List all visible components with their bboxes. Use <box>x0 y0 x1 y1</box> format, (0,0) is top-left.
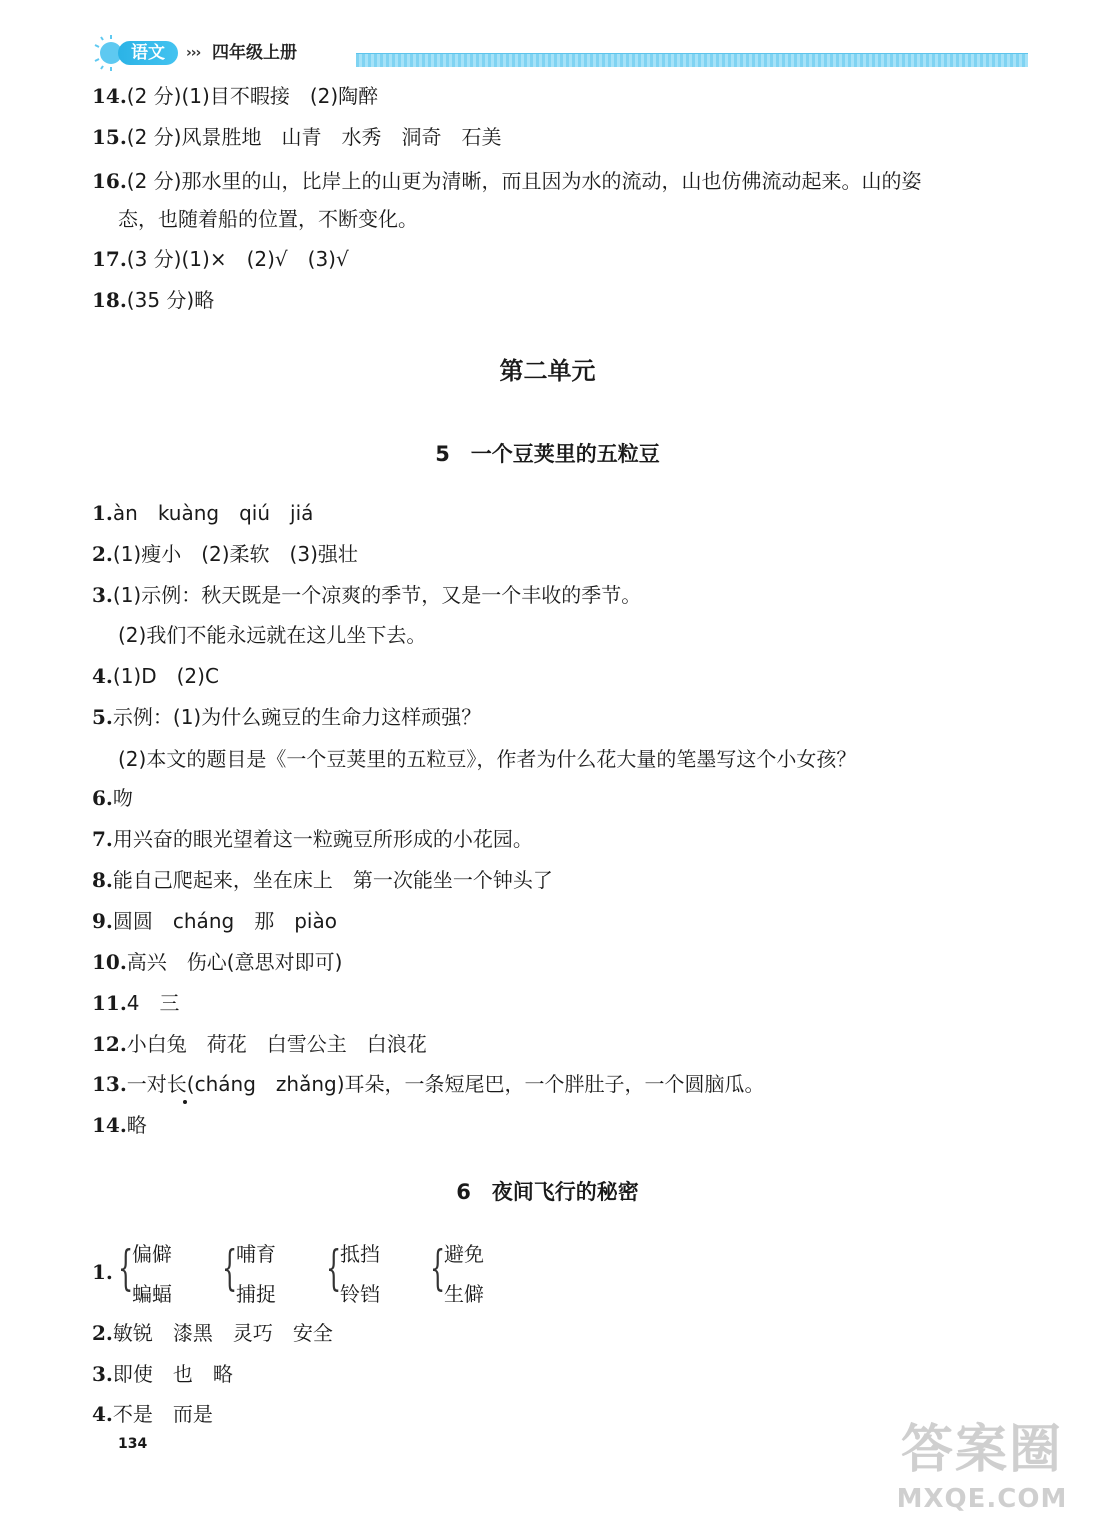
answer-number: 10. <box>92 950 127 974</box>
answer-text: (2 分)风景胜地 山青 水秀 洞奇 石美 <box>126 125 502 149</box>
answer-line <box>92 287 214 313</box>
answer-number: 4. <box>92 1402 113 1426</box>
word-top: 哺育 <box>236 1242 276 1266</box>
answer-line <box>92 826 533 852</box>
word-pair-group <box>118 1238 208 1314</box>
answer-text: 小白兔 荷花 白雪公主 白浪花 <box>126 1032 427 1056</box>
emphasis-dot <box>183 1100 187 1104</box>
answer-text: 高兴 伤心(意思对即可) <box>126 950 343 974</box>
answer-line <box>92 1112 147 1138</box>
word-bottom: 铃铛 <box>340 1282 380 1306</box>
answer-line <box>92 990 180 1016</box>
answer-line <box>92 168 921 194</box>
answer-text: 吻 <box>112 786 133 810</box>
answer-line <box>92 1320 333 1346</box>
watermark-logo: 答案圈 <box>900 1420 1063 1480</box>
answer-number: 15. <box>92 125 127 149</box>
answer-number: 2. <box>92 542 113 566</box>
answer-line <box>92 124 501 150</box>
lesson-title: 5 一个豆荚里的五粒豆 <box>435 442 660 466</box>
answer-number: 2. <box>92 1321 113 1345</box>
answer-number: 12. <box>92 1032 127 1056</box>
answer-line <box>92 1401 213 1427</box>
subject-label: 语文 <box>118 41 178 65</box>
answer-text: (3 分)(1)× (2)√ (3)√ <box>126 247 349 271</box>
answer-line <box>92 83 378 109</box>
answer-number: 11. <box>92 991 127 1015</box>
answer-number: 6. <box>92 786 113 810</box>
answer-text: 敏锐 漆黑 灵巧 安全 <box>112 1321 333 1345</box>
word-top: 偏僻 <box>132 1242 172 1266</box>
answer-line <box>92 867 553 893</box>
answer-text: 不是 而是 <box>112 1402 213 1426</box>
answer-number: 3. <box>92 583 113 607</box>
answer-number: 1. <box>92 1260 113 1284</box>
word-pair-group <box>222 1238 312 1314</box>
answer-number: 16. <box>92 169 127 193</box>
answer-line <box>92 704 481 730</box>
answer-line <box>92 1259 113 1285</box>
page-header <box>92 34 1028 72</box>
answer-line <box>92 1071 765 1097</box>
answer-line <box>92 582 641 608</box>
word-top: 避免 <box>444 1242 484 1266</box>
answer-text: (35 分)略 <box>126 288 215 312</box>
answer-line <box>92 1361 233 1387</box>
word-bottom: 捕捉 <box>236 1282 276 1306</box>
answer-number: 8. <box>92 868 113 892</box>
brace-icon: { <box>430 1240 446 1296</box>
answer-text: 略 <box>126 1113 147 1137</box>
answer-number: 17. <box>92 247 127 271</box>
answer-number: 18. <box>92 288 127 312</box>
answer-line <box>92 246 349 272</box>
answer-number: 5. <box>92 705 113 729</box>
header-decoration-bar <box>356 53 1028 67</box>
answer-number: 7. <box>92 827 113 851</box>
page-number: 134 <box>118 1436 148 1452</box>
answer-number: 14. <box>92 1113 127 1137</box>
answer-text: 圆圆 cháng 那 piào <box>112 909 337 933</box>
answer-number: 9. <box>92 909 113 933</box>
brace-icon: { <box>222 1240 238 1296</box>
answer-continuation: 态，也随着船的位置，不断变化。 <box>118 207 418 231</box>
answer-text: 一对长(cháng zhǎng)耳朵，一条短尾巴，一个胖肚子，一个圆脑瓜。 <box>126 1072 765 1096</box>
answer-text: (2 分)那水里的山，比岸上的山更为清晰，而且因为水的流动，山也仿佛流动起来。山的姿 <box>126 169 922 193</box>
answer-text: 示例：(1)为什么豌豆的生命力这样顽强？ <box>112 705 482 729</box>
watermark-url: MXQE.COM <box>896 1484 1068 1514</box>
word-bottom: 蝙蝠 <box>132 1282 172 1306</box>
answer-number: 4. <box>92 664 113 688</box>
answer-line <box>92 541 358 567</box>
answer-text: 即使 也 略 <box>112 1362 233 1386</box>
watermark <box>891 1418 1073 1528</box>
brace-icon: { <box>326 1240 342 1296</box>
answer-text: 用兴奋的眼光望着这一粒豌豆所形成的小花园。 <box>112 827 533 851</box>
answer-number: 1. <box>92 501 113 525</box>
answer-text: (2 分)(1)目不暇接 (2)陶醉 <box>126 84 379 108</box>
brace-icon: { <box>118 1240 134 1296</box>
word-pair-group <box>326 1238 416 1314</box>
answer-line <box>92 500 313 526</box>
answer-text: (1)瘦小 (2)柔软 (3)强壮 <box>112 542 358 566</box>
unit-title: 第二单元 <box>499 357 596 385</box>
answer-line <box>92 663 219 689</box>
answer-number: 13. <box>92 1072 127 1096</box>
grade-label: 四年级上册 <box>212 43 297 63</box>
answer-text: (1)D (2)C <box>112 664 219 688</box>
answer-text: 4 三 <box>126 991 180 1015</box>
answer-text: 能自己爬起来，坐在床上 第一次能坐一个钟头了 <box>112 868 553 892</box>
answer-line <box>92 908 337 934</box>
answer-continuation: (2)本文的题目是《一个豆荚里的五粒豆》，作者为什么花大量的笔墨写这个小女孩？ <box>118 747 857 771</box>
lesson-title: 6 夜间飞行的秘密 <box>456 1180 639 1204</box>
word-top: 抵挡 <box>340 1242 380 1266</box>
answer-line <box>92 949 342 975</box>
answer-line <box>92 1031 427 1057</box>
answer-line <box>92 785 133 811</box>
answer-continuation: (2)我们不能永远就在这儿坐下去。 <box>118 623 427 647</box>
answer-text: àn kuàng qiú jiá <box>112 501 314 525</box>
word-pair-group <box>430 1238 520 1314</box>
answer-text: (1)示例：秋天既是一个凉爽的季节，又是一个丰收的季节。 <box>112 583 642 607</box>
header-arrows: ››› <box>186 45 201 61</box>
answer-number: 14. <box>92 84 127 108</box>
word-bottom: 生僻 <box>444 1282 484 1306</box>
answer-number: 3. <box>92 1362 113 1386</box>
